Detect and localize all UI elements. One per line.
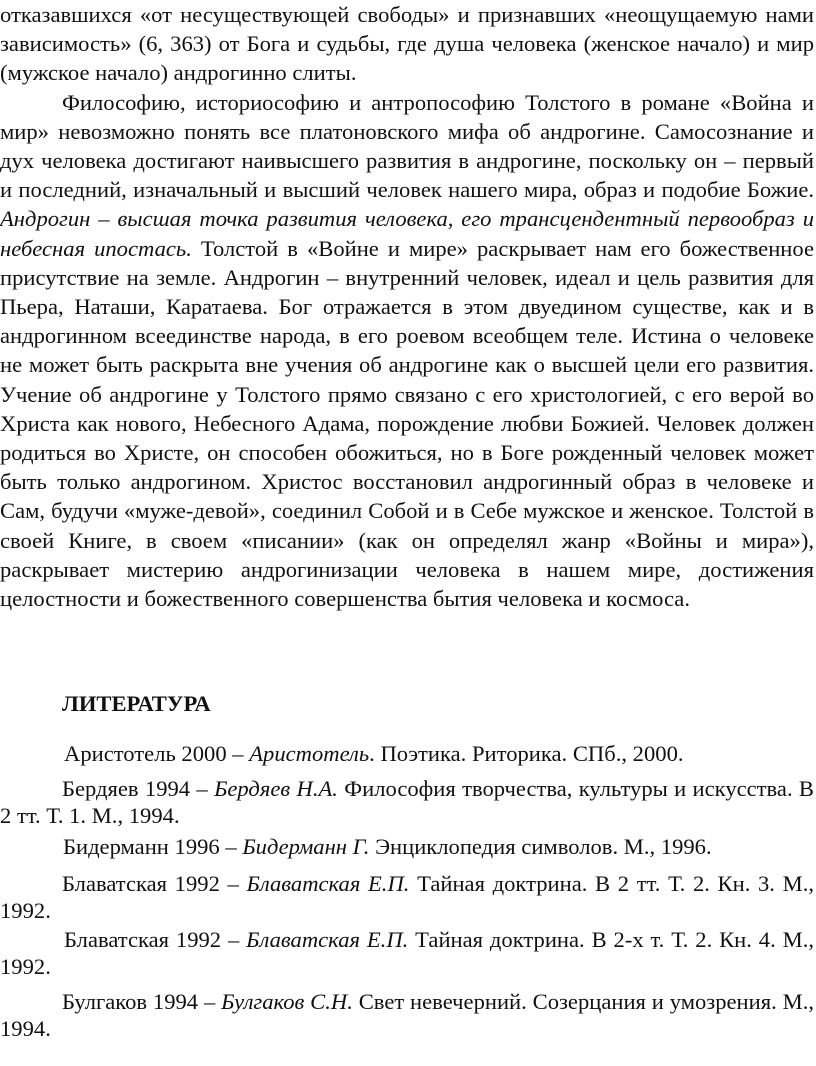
paragraph-text-end: Толстой в «Войне и мире» раскрывает нам его божественное присутствие на земле. Андрогин – внутренний человек, идеал и цель развития для Пьера, Наташи, Каратаева. Бог отражается в этом двуедином существе, как и в андрогинном всеединстве народа, в его роевом всеобщем теле. Истина о человеке не может быть раскрыта вне учения об андрогине как о высшей цели его развития. Учение об андрогине у Толстого прямо связано с его христологией, с его верой во Христа как нового, Небесного Адама, порождение любви Божией. Человек должен родиться во Христе, он способен обожиться, но в Боге рожденный человек может быть только андрогином. Христос восстановил андрогинный образ в человеке и Сам, будучи «муже-девой», соединил Собой и в Себе мужское и женское. Толстой в своей Книге, в своем «писании» (как он определял жанр «Войны и мира»), раскрывает мистерию андрогинизации человека в нашем мире, достижения целостности и божественного совершенства бытия человека и космоса. [0,235,814,612]
paragraph-androgyne [0,88,814,614]
reference-prefix: Бидерманн 1996 – [63,834,243,859]
reference-author: Бердяев Н.А. [214,776,338,801]
paragraph-text-start: Философию, историософию и антропософию Толстого в романе «Война и мир» невозможно понять все платоновского мифа об андрогине. Самосознание и дух человека достигают наивысшего развития в андрогине, поскольку он – первый и последний, изначальный и высший человек нашего мира, образ и подобие Божие. [0,89,814,203]
reference-title: Энциклопедия символов. М., 1996. [369,834,712,859]
reference-title: Свет невечерний. Созерцания и умозрения. М., 1994. [0,989,815,1041]
reference-title: Тайная доктрина. В 2 тт. Т. 2. Кн. 3. М., 1992. [0,871,815,923]
reference-item [0,988,814,1042]
reference-item [0,926,814,980]
reference-item [0,740,814,767]
reference-item [0,775,814,829]
reference-author: Аристотель [249,741,370,766]
reference-prefix: Блаватская 1992 – [64,927,247,952]
reference-author: Бидерманн Г. [242,834,370,859]
reference-author: Булгаков С.Н. [221,989,353,1014]
paragraph-continuation: отказавшихся «от несуществующей свободы» и признавших «неощущаемую нами зависимость» (6, 363) от Бога и судьбы, где душа человека (женское начало) и мир (мужское начало) андрогинно слиты. [0,2,814,86]
references-heading: ЛИТЕРАТУРА [62,691,211,716]
reference-prefix: Блаватская 1992 – [62,871,247,896]
reference-author: Блаватская Е.П. [246,871,410,896]
reference-item [0,833,814,860]
reference-prefix: Бердяев 1994 – [62,776,215,801]
reference-title: . Поэтика. Риторика. СПб., 2000. [369,741,684,766]
reference-prefix: Булгаков 1994 – [62,989,222,1014]
references-list [0,740,814,1042]
reference-title: Философия творчества, культуры и искусства. В 2 тт. Т. 1. М., 1994. [0,776,814,828]
reference-prefix: Аристотель 2000 – [64,741,250,766]
paragraph-text-italic: Андрогин – высшая точка развития человека, его трансцендентный первообраз и небесная ипостась. [0,206,814,261]
reference-author: Блаватская Е.П. [246,927,409,952]
reference-item [0,870,814,924]
reference-title: Тайная доктрина. В 2-х т. Т. 2. Кн. 4. М., 1992. [0,927,814,979]
